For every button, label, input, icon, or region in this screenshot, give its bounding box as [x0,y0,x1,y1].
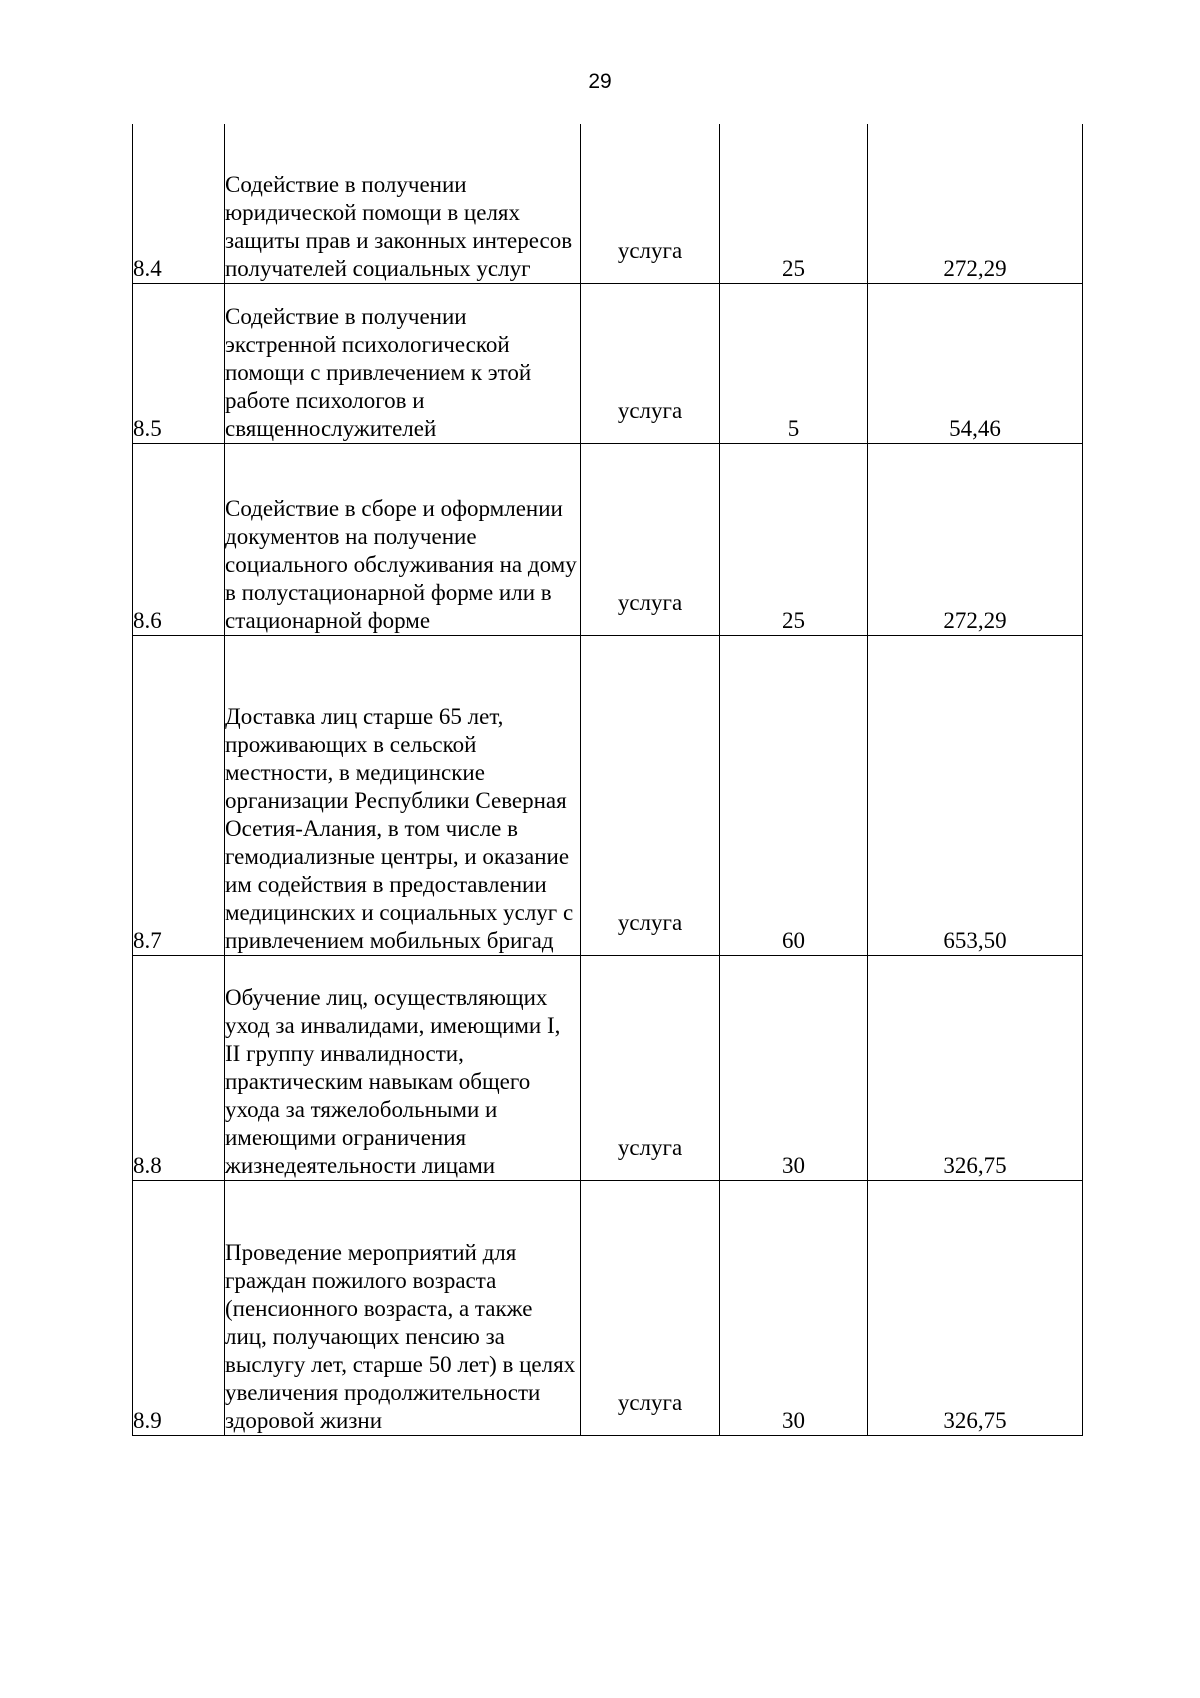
service-name: Обучение лиц, осуществляющих уход за инвалидами, имеющими I, II группу инвалидности, практическим навыкам общего ухода за тяжелобольными и имеющими ограничения жизнедеятельности лицами [225,955,581,1180]
row-number: 8.7 [133,635,225,955]
service-name: Содействие в сборе и оформлении документов на получение социального обслуживания на дому в полустационарной форме или в стационарной форме [225,443,581,635]
quantity: 60 [720,635,868,955]
unit-of-measure: услуга [581,635,720,955]
unit-of-measure: услуга [581,443,720,635]
cost-value: 272,29 [868,443,1083,635]
table-row [133,443,1083,635]
unit-of-measure: услуга [581,1180,720,1435]
service-name: Содействие в получении экстренной психологической помощи с привлечением к этой работе психологов и священнослужителей [225,283,581,443]
page-number: 29 [588,70,612,93]
table-row [133,283,1083,443]
quantity: 30 [720,955,868,1180]
unit-of-measure: услуга [581,955,720,1180]
quantity: 25 [720,443,868,635]
row-number: 8.8 [133,955,225,1180]
table-row [133,635,1083,955]
cost-value: 653,50 [868,635,1083,955]
quantity: 5 [720,283,868,443]
table-row [133,1180,1083,1435]
unit-of-measure: услуга [581,124,720,283]
row-number: 8.4 [133,124,225,283]
cost-value: 272,29 [868,124,1083,283]
table-row [133,124,1083,283]
row-number: 8.9 [133,1180,225,1435]
services-table [132,124,1083,1436]
quantity: 30 [720,1180,868,1435]
row-number: 8.6 [133,443,225,635]
row-number: 8.5 [133,283,225,443]
table-row [133,955,1083,1180]
cost-value: 326,75 [868,1180,1083,1435]
cost-value: 54,46 [868,283,1083,443]
quantity: 25 [720,124,868,283]
service-name: Содействие в получении юридической помощи в целях защиты прав и законных интересов получателей социальных услуг [225,124,581,283]
unit-of-measure: услуга [581,283,720,443]
cost-value: 326,75 [868,955,1083,1180]
service-name: Доставка лиц старше 65 лет, проживающих в сельской местности, в медицинские организации Республики Северная Осетия-Алания, в том числе в гемодиализные центры, и оказание им содействия в предоставлении медицинских и социальных услуг с привлечением мобильных бригад [225,635,581,955]
service-name: Проведение мероприятий для граждан пожилого возраста (пенсионного возраста, а также лиц, получающих пенсию за выслугу лет, старше 50 лет) в целях увеличения продолжительности здоровой жизни [225,1180,581,1435]
